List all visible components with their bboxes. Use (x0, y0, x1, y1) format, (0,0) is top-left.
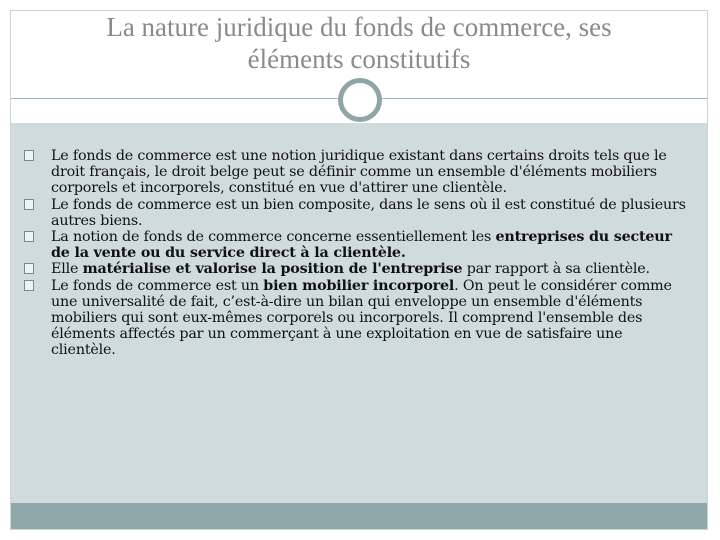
bullet-item (24, 197, 688, 229)
bullet-text-bold: entreprises du secteur de la vente ou du service direct à la clientèle. (51, 229, 672, 262)
slide-title (11, 11, 707, 75)
bullet-text: Le fonds de commerce est un bien composite, dans le sens où il est constitué de plusieurs autres biens. (51, 196, 686, 229)
bullet-list (24, 148, 688, 359)
square-bullet-icon (24, 263, 34, 274)
bullet-item (24, 148, 688, 197)
bullet-text: . On peut le considérer comme une universalité de fait, c’est-à-dire un bilan qui enveloppe un ensemble d'éléments mobiliers qui sont eux-mêmes corporels ou incorporels. Il comprend l'ensemble des éléments affectés par un commerçant à une exploitation en vue de satisfaire une clientèle. (51, 277, 672, 359)
bullet-text: La notion de fonds de commerce concerne essentiellement les (51, 229, 496, 246)
square-bullet-icon (24, 231, 34, 242)
square-bullet-icon (24, 150, 34, 161)
bullet-text: par rapport à sa clientèle. (462, 261, 650, 278)
title-line-2: éléments constitutifs (247, 44, 471, 74)
square-bullet-icon (24, 199, 34, 210)
bullet-item (24, 261, 688, 277)
bullet-text-bold: matérialise et valorise la position de l'entreprise (82, 261, 463, 278)
bullet-text: Le fonds de commerce est une notion juridique existant dans certains droits tels que le droit français, le droit belge peut se définir comme un ensemble d'éléments mobiliers corporels et incorporels, constitué en vue d'attirer une clientèle. (51, 148, 667, 197)
ring-icon (338, 78, 382, 122)
bullet-item (24, 278, 688, 359)
square-bullet-icon (24, 280, 34, 291)
bullet-text: Le fonds de commerce est un (51, 277, 264, 294)
title-line-1: La nature juridique du fonds de commerce, ses (106, 12, 612, 42)
title-divider-left (11, 98, 339, 99)
title-divider-right (381, 98, 707, 99)
bullet-text: Elle (51, 261, 83, 278)
bullet-text-bold: bien mobilier incorporel (263, 277, 455, 294)
bullet-item (24, 229, 688, 261)
bottom-bar (11, 503, 707, 529)
